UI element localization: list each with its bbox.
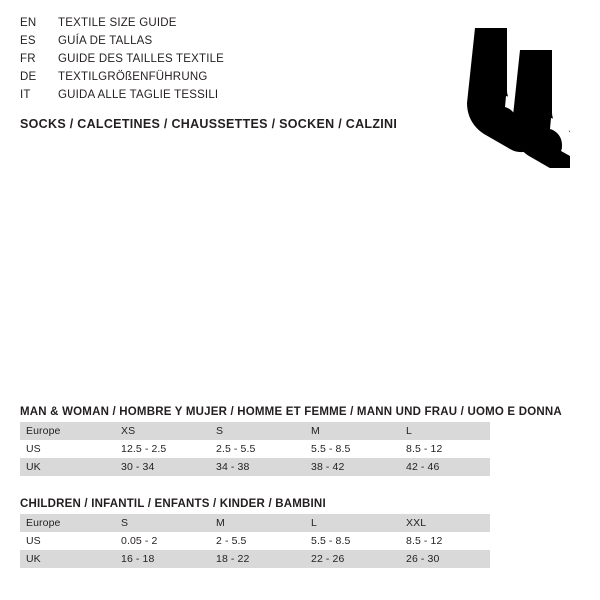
table-cell: 30 - 34	[115, 458, 210, 476]
size-table-children	[20, 498, 580, 568]
table-cell: Europe	[20, 514, 115, 532]
language-text-it: GUIDA ALLE TAGLIE TESSILI	[58, 89, 219, 101]
socks-illustration	[405, 18, 570, 168]
language-code-es: ES	[20, 35, 36, 47]
language-code-en: EN	[20, 17, 37, 29]
table-cell: XS	[115, 422, 210, 440]
table-cell: 18 - 22	[210, 550, 305, 568]
size-table-title-man-woman: MAN & WOMAN / HOMBRE Y MUJER / HOMME ET FEMME / MANN UND FRAU / UOMO E DONNA	[20, 406, 562, 418]
language-text-de: TEXTILGRÖßENFÜHRUNG	[58, 71, 208, 83]
table-cell: Europe	[20, 422, 115, 440]
table-cell: 26 - 30	[400, 550, 490, 568]
size-table-man-woman	[20, 406, 580, 476]
table-row	[20, 422, 490, 440]
size-table-children-grid	[20, 514, 490, 568]
table-cell: 8.5 - 12	[400, 440, 490, 458]
table-cell: 16 - 18	[115, 550, 210, 568]
table-cell: L	[305, 514, 400, 532]
table-cell: 5.5 - 8.5	[305, 440, 400, 458]
table-cell: 8.5 - 12	[400, 532, 490, 550]
table-cell: 22 - 26	[305, 550, 400, 568]
size-tables	[20, 406, 580, 590]
table-row	[20, 550, 490, 568]
table-cell: 2.5 - 5.5	[210, 440, 305, 458]
table-row	[20, 514, 490, 532]
table-cell: UK	[20, 458, 115, 476]
table-cell: S	[210, 422, 305, 440]
table-row	[20, 532, 490, 550]
language-text-es: GUÍA DE TALLAS	[58, 35, 153, 47]
size-table-title-children: CHILDREN / INFANTIL / ENFANTS / KINDER / BAMBINI	[20, 498, 326, 510]
product-category-title: SOCKS / CALCETINES / CHAUSSETTES / SOCKEN / CALZINI	[20, 117, 398, 131]
table-cell: 12.5 - 2.5	[115, 440, 210, 458]
table-cell: M	[305, 422, 400, 440]
language-code-de: DE	[20, 71, 37, 83]
table-cell: 5.5 - 8.5	[305, 532, 400, 550]
table-cell: 38 - 42	[305, 458, 400, 476]
table-cell: M	[210, 514, 305, 532]
table-cell: L	[400, 422, 490, 440]
table-row	[20, 458, 490, 476]
language-text-fr: GUIDE DES TAILLES TEXTILE	[58, 53, 225, 65]
table-cell: 34 - 38	[210, 458, 305, 476]
table-cell: 42 - 46	[400, 458, 490, 476]
size-table-man-woman-grid	[20, 422, 490, 476]
table-cell: 0.05 - 2	[115, 532, 210, 550]
language-text-en: TEXTILE SIZE GUIDE	[58, 17, 177, 29]
table-cell: US	[20, 532, 115, 550]
table-cell: S	[115, 514, 210, 532]
table-cell: UK	[20, 550, 115, 568]
table-cell: XXL	[400, 514, 490, 532]
table-row	[20, 440, 490, 458]
table-cell: 2 - 5.5	[210, 532, 305, 550]
table-cell: US	[20, 440, 115, 458]
language-code-fr: FR	[20, 53, 36, 65]
language-code-it: IT	[20, 89, 31, 101]
